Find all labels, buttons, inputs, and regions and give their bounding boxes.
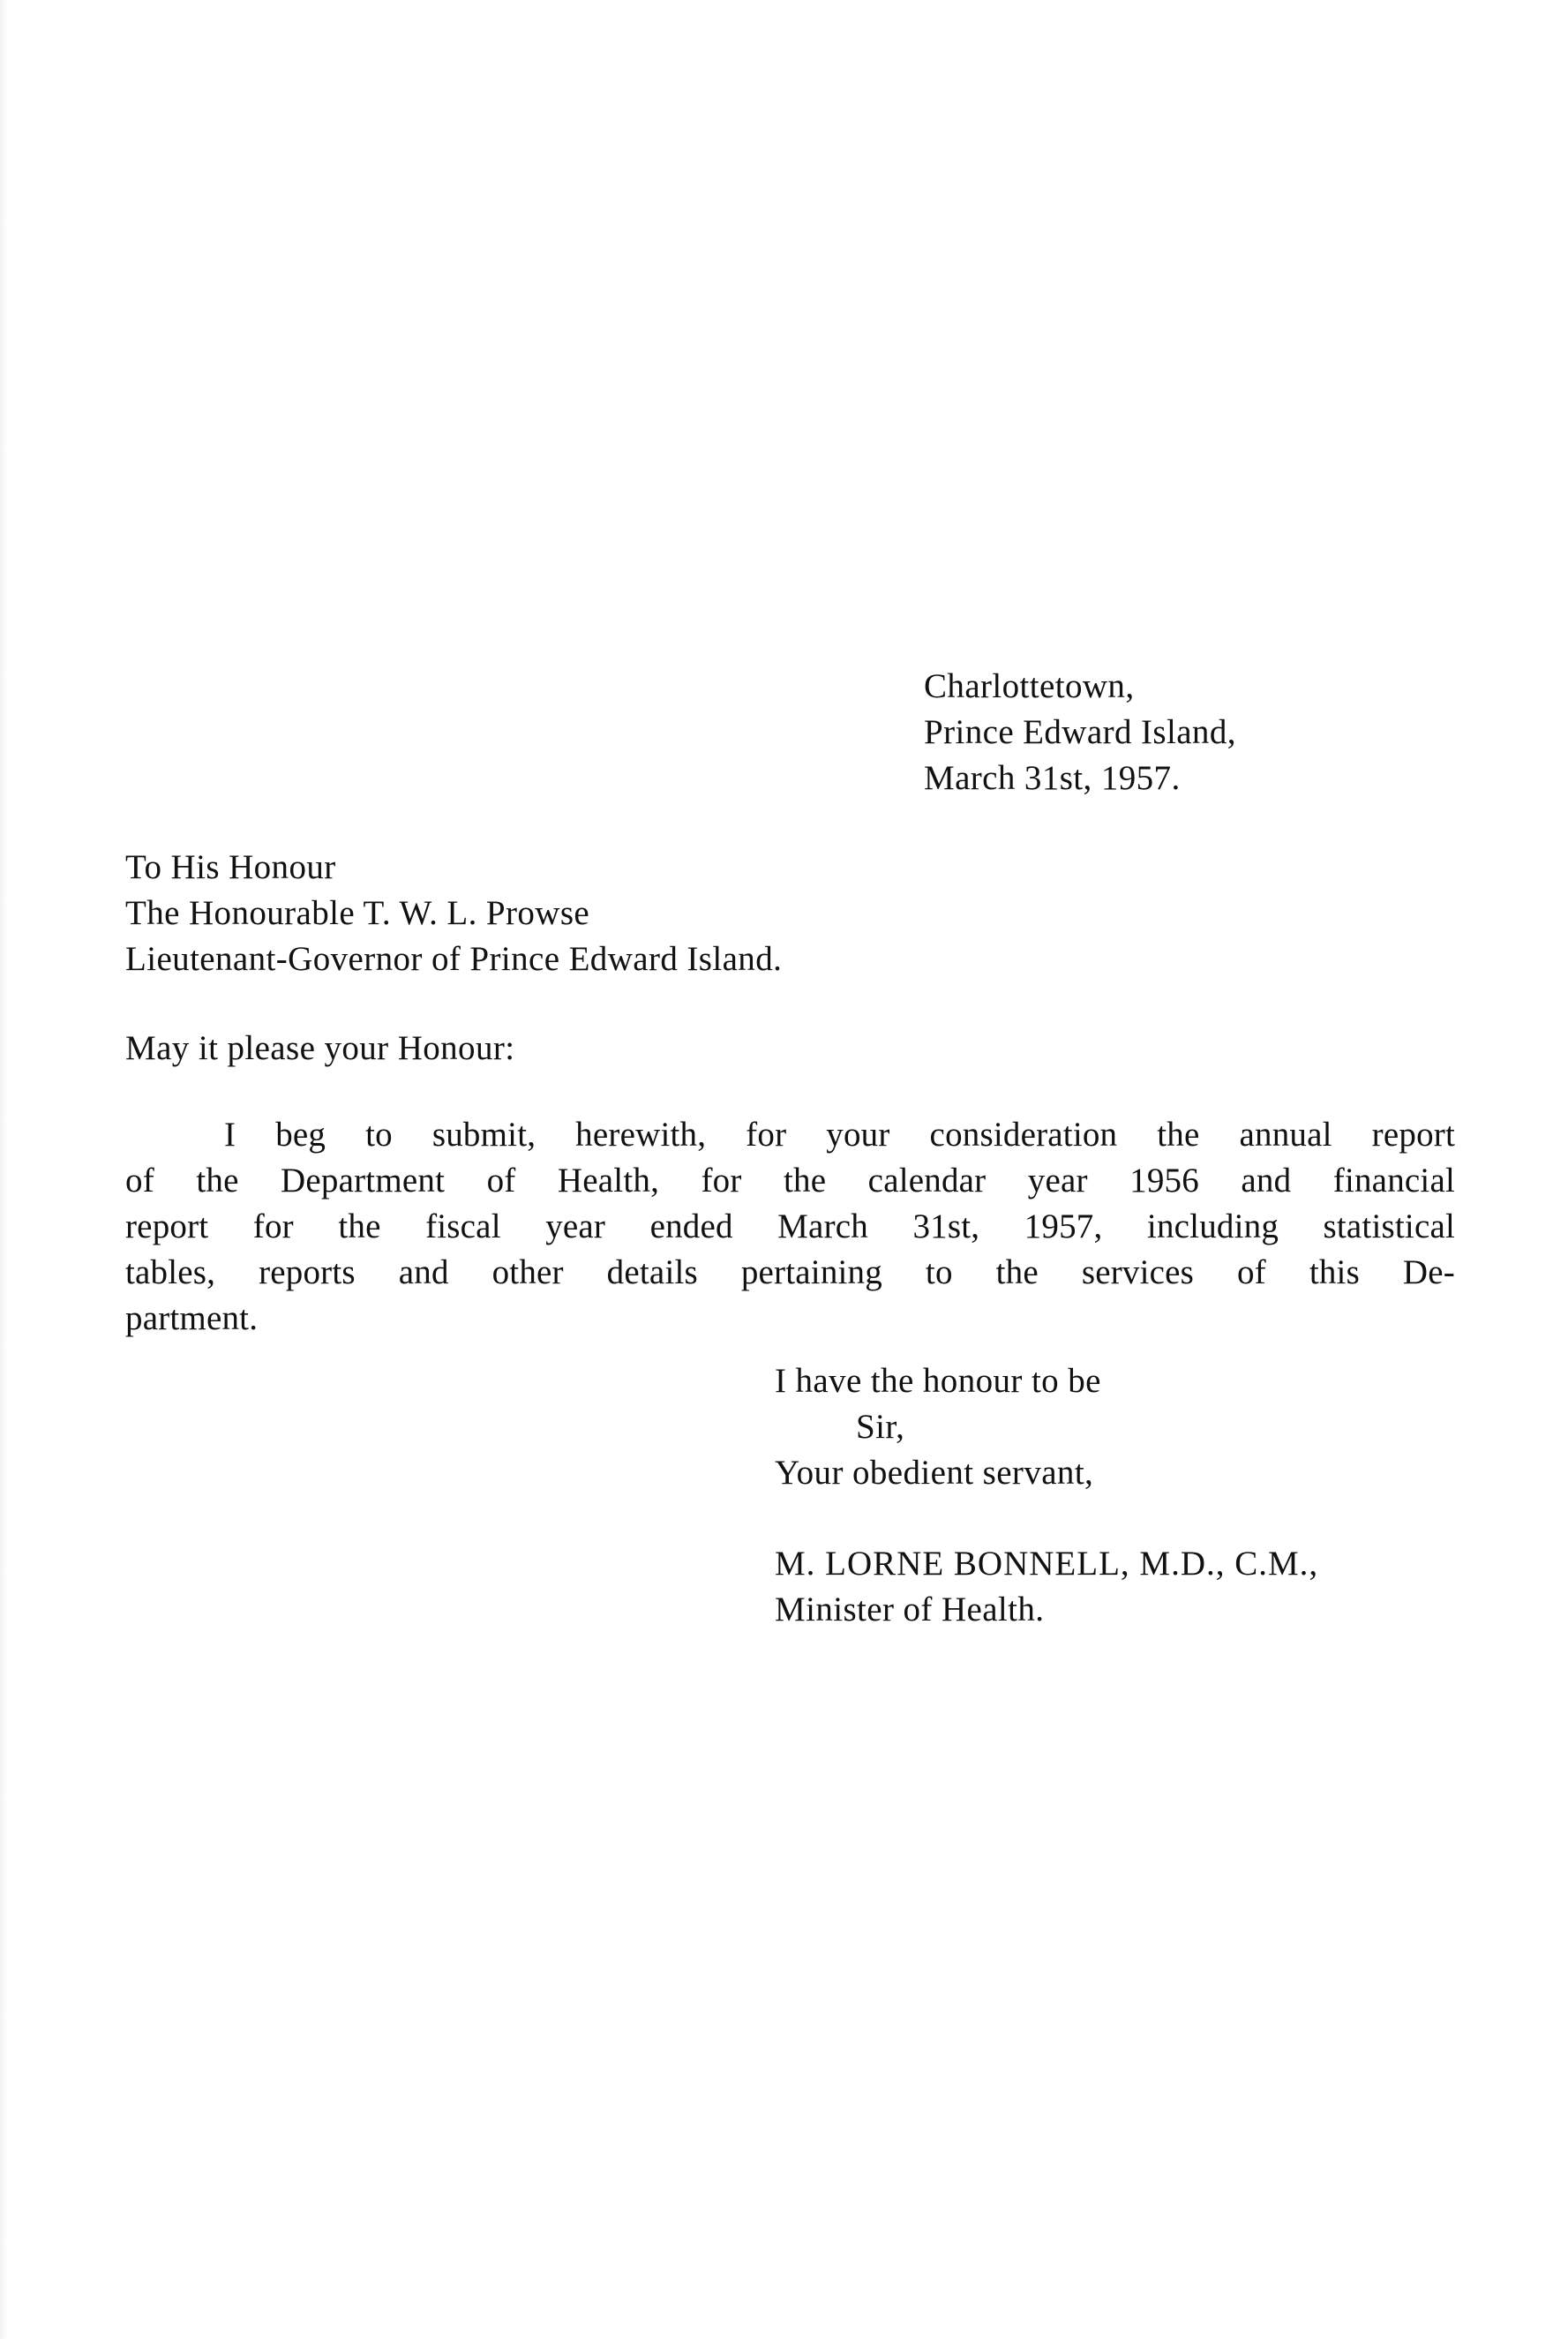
place-date-block	[924, 664, 1236, 801]
page-edge-shadow	[0, 0, 7, 2339]
letter-date: March 31st, 1957.	[924, 759, 1181, 797]
signature-block	[775, 1541, 1318, 1633]
body-line-4: tables, reports and other details pertaining to the services of this De-	[125, 1253, 1455, 1291]
salutation: May it please your Honour:	[125, 1029, 515, 1067]
closing-line-3: Your obedient servant,	[775, 1454, 1094, 1492]
closing-line-2: Sir,	[856, 1408, 905, 1446]
closing-block	[775, 1358, 1101, 1496]
body-line-3: report for the fiscal year ended March 31st, 1957, including statistical	[125, 1207, 1455, 1245]
recipient-line-3: Lieutenant-Governor of Prince Edward Island.	[125, 940, 783, 978]
body-line-5: partment.	[125, 1299, 259, 1337]
closing-line-1: I have the honour to be	[775, 1362, 1101, 1400]
body-paragraph	[125, 1112, 1455, 1342]
recipient-line-1: To His Honour	[125, 848, 336, 886]
body-line-2: of the Department of Health, for the calendar year 1956 and financial	[125, 1162, 1455, 1200]
place-city: Charlottetown,	[924, 667, 1135, 705]
signer-title: Minister of Health.	[775, 1591, 1045, 1628]
recipient-line-2: The Honourable T. W. L. Prowse	[125, 894, 590, 932]
recipient-block	[125, 845, 782, 982]
signer-name: M. LORNE BONNELL, M.D., C.M.,	[775, 1545, 1319, 1583]
body-line-1: I beg to submit, herewith, for your consideration the annual report	[224, 1116, 1455, 1154]
place-province: Prince Edward Island,	[924, 713, 1236, 751]
